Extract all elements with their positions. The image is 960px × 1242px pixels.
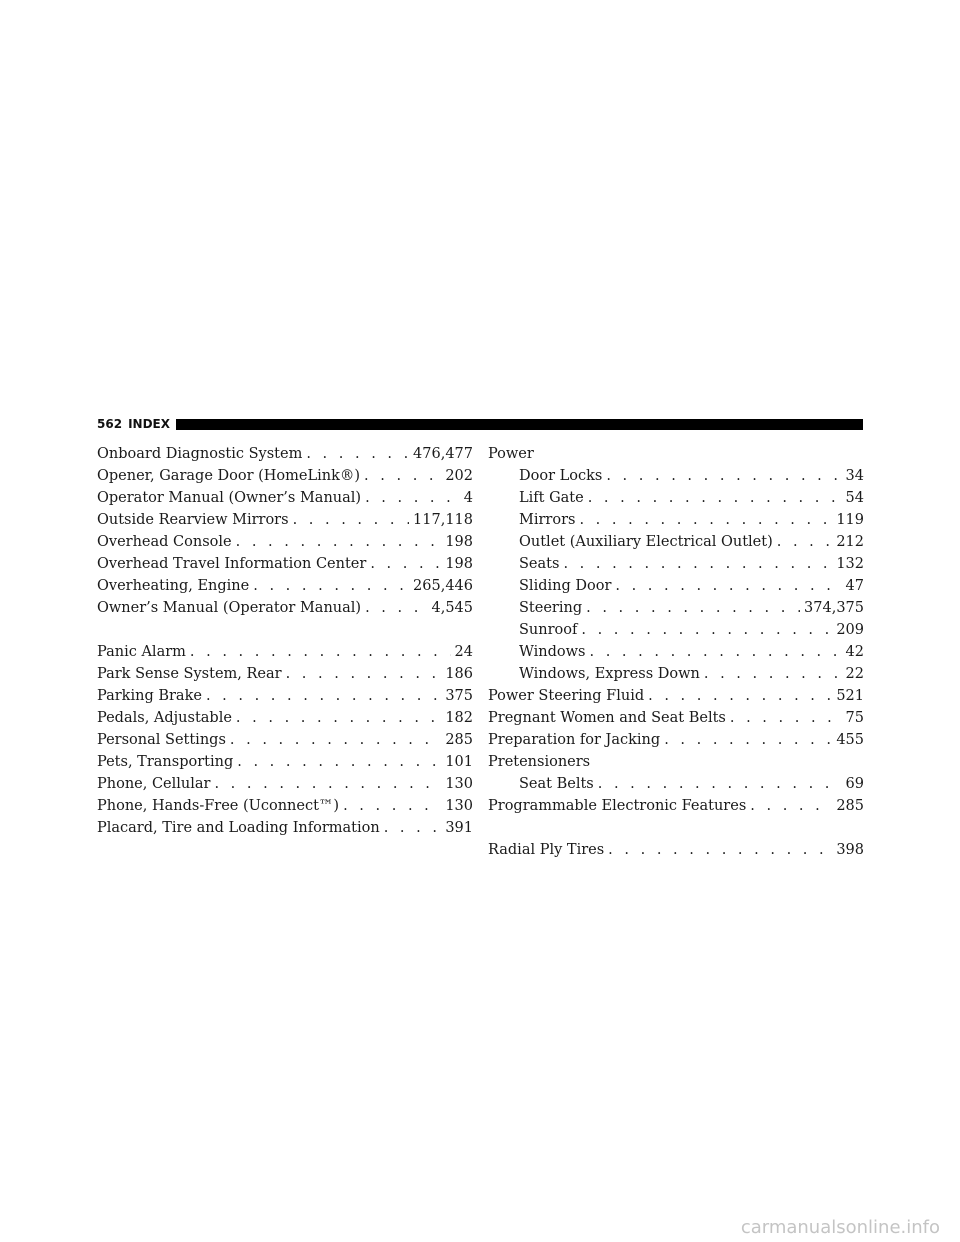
index-entry: Panic Alarm . . . 24 [97, 641, 473, 663]
watermark: carmanualsonline.info [740, 1217, 940, 1238]
section-label: INDEX [128, 417, 170, 431]
index-subentry: Mirrors . . . 119 [488, 509, 864, 531]
index-entry: Placard, Tire and Loading Information . . . 391 [97, 817, 473, 839]
index-entry: Outside Rearview Mirrors . . . 117,118 [97, 509, 473, 531]
index-subentry: Windows, Express Down . . . 22 [488, 663, 864, 685]
index-entry: Parking Brake . . . 375 [97, 685, 473, 707]
index-entry: Pets, Transporting . . . 101 [97, 751, 473, 773]
index-subentry: Sliding Door . . . 47 [488, 575, 864, 597]
index-entry: Phone, Hands-Free (Uconnect™) . . . 130 [97, 795, 473, 817]
header-rule [176, 419, 863, 430]
index-subentry: Seat Belts . . . 69 [488, 773, 864, 795]
page-number: 562 [97, 417, 123, 431]
index-entry: Phone, Cellular . . . 130 [97, 773, 473, 795]
index-entry: Overheating, Engine . . . 265,446 [97, 575, 473, 597]
index-entry: Owner’s Manual (Operator Manual) . . . 4,545 [97, 597, 473, 619]
index-entry: Overhead Travel Information Center . . . 198 [97, 553, 473, 575]
index-entry: Personal Settings . . . 285 [97, 729, 473, 751]
index-subentry: Sunroof . . . 209 [488, 619, 864, 641]
index-subentry: Steering . . . 374,375 [488, 597, 864, 619]
index-subentry: Door Locks . . . 34 [488, 465, 864, 487]
index-entry: Radial Ply Tires . . . 398 [488, 839, 864, 861]
index-entry: Overhead Console . . . 198 [97, 531, 473, 553]
index-column-right [488, 443, 864, 861]
index-entry: Preparation for Jacking . . . 455 [488, 729, 864, 751]
index-column-left [97, 443, 473, 839]
group-spacer [97, 619, 473, 641]
index-subentry: Outlet (Auxiliary Electrical Outlet) . . . 212 [488, 531, 864, 553]
page-header [97, 417, 863, 431]
index-subentry: Lift Gate . . . 54 [488, 487, 864, 509]
index-entry: Onboard Diagnostic System . . . 476,477 [97, 443, 473, 465]
index-entry: Programmable Electronic Features . . . 285 [488, 795, 864, 817]
index-heading-power: Power [488, 446, 534, 462]
index-entry: Park Sense System, Rear . . . 186 [97, 663, 473, 685]
index-entry: Opener, Garage Door (HomeLink®) . . . 202 [97, 465, 473, 487]
index-subentry: Seats . . . 132 [488, 553, 864, 575]
group-spacer [488, 817, 864, 839]
index-entry: Operator Manual (Owner’s Manual) . . . 4 [97, 487, 473, 509]
index-subentry: Windows . . . 42 [488, 641, 864, 663]
index-entry: Pregnant Women and Seat Belts . . . 75 [488, 707, 864, 729]
index-entry: Pedals, Adjustable . . . 182 [97, 707, 473, 729]
index-entry: Power Steering Fluid . . . 521 [488, 685, 864, 707]
index-heading-pretensioners: Pretensioners [488, 754, 591, 770]
